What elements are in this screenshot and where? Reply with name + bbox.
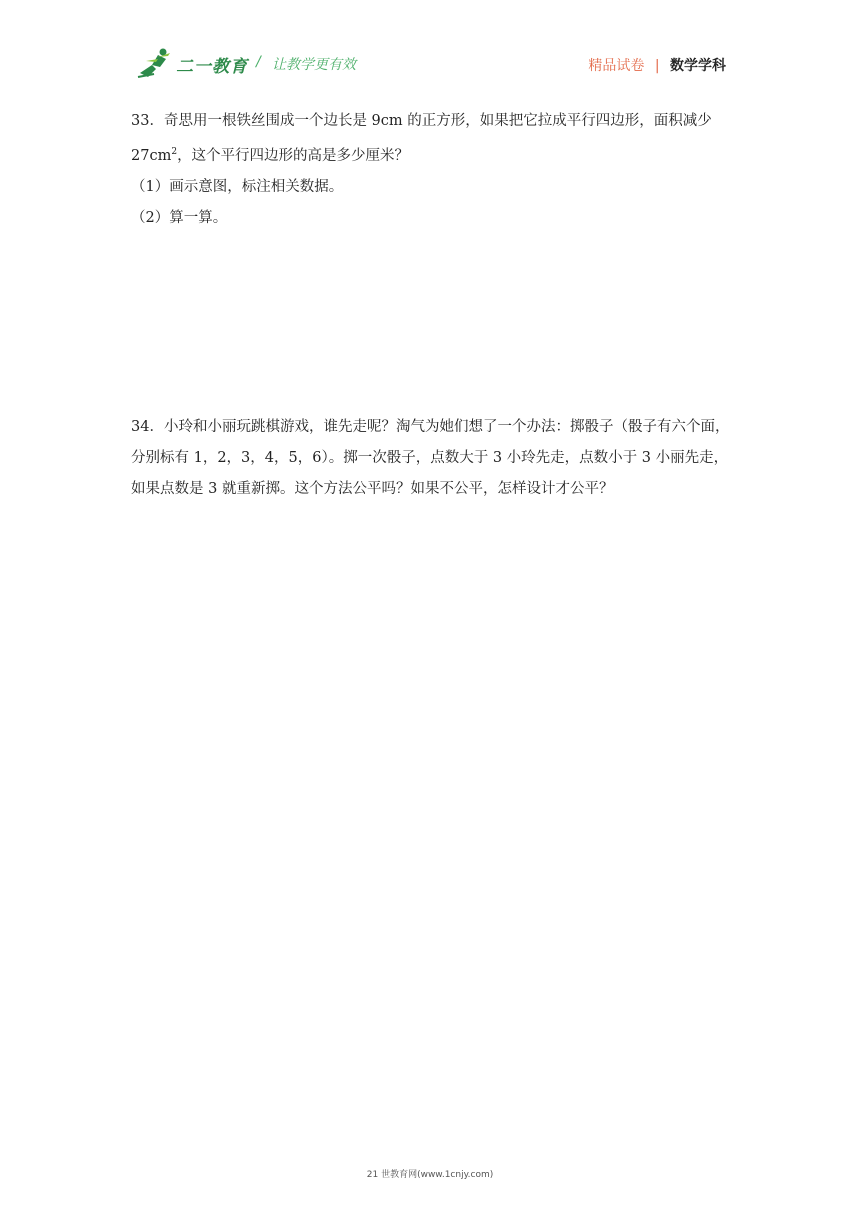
slogan-separator: / [256, 54, 261, 70]
question-33 [131, 106, 731, 234]
area-value: 27cm [131, 147, 172, 164]
area-exponent: 2 [171, 147, 178, 157]
question-33-line-2 [131, 137, 731, 172]
question-33-line-2-rest: ，这个平行四边形的高是多少厘米？ [177, 147, 410, 164]
question-34-line-3: 如果点数是 3 就重新掷。这个方法公平吗？如果不公平，怎样设计才公平？ [131, 481, 614, 497]
question-33-line-1: 33．奇思用一根铁丝围成一个边长是 9cm 的正方形，如果把它拉成平行四边形，面积减少 [131, 113, 712, 129]
question-33-sub-1: （1）画示意图，标注相关数据。 [131, 178, 344, 195]
brand-name: 二一教育 [176, 57, 248, 77]
quality-tag: 精品试卷 [588, 58, 645, 74]
running-man-logo-icon [136, 47, 176, 79]
brand-slogan: 让教学更有效 [272, 57, 356, 73]
page-footer: 21 世教育网(www.1cnjy.com) [366, 1170, 494, 1180]
page-header [0, 0, 860, 100]
header-right [588, 55, 726, 75]
question-33-sub-2: （2）算一算。 [131, 209, 228, 226]
question-34-line-2: 分别标有 1，2，3，4，5，6）。掷一次骰子，点数大于 3 小玲先走，点数小于 3 小丽先走， [131, 450, 729, 466]
question-34-line-1: 34．小玲和小丽玩跳棋游戏，谁先走呢？淘气为她们想了一个办法：掷骰子（骰子有六个面， [131, 419, 730, 435]
header-rule [130, 82, 730, 83]
subject-label: 数学学科 [670, 58, 726, 74]
header-divider: | [654, 58, 660, 74]
question-34 [131, 412, 731, 505]
